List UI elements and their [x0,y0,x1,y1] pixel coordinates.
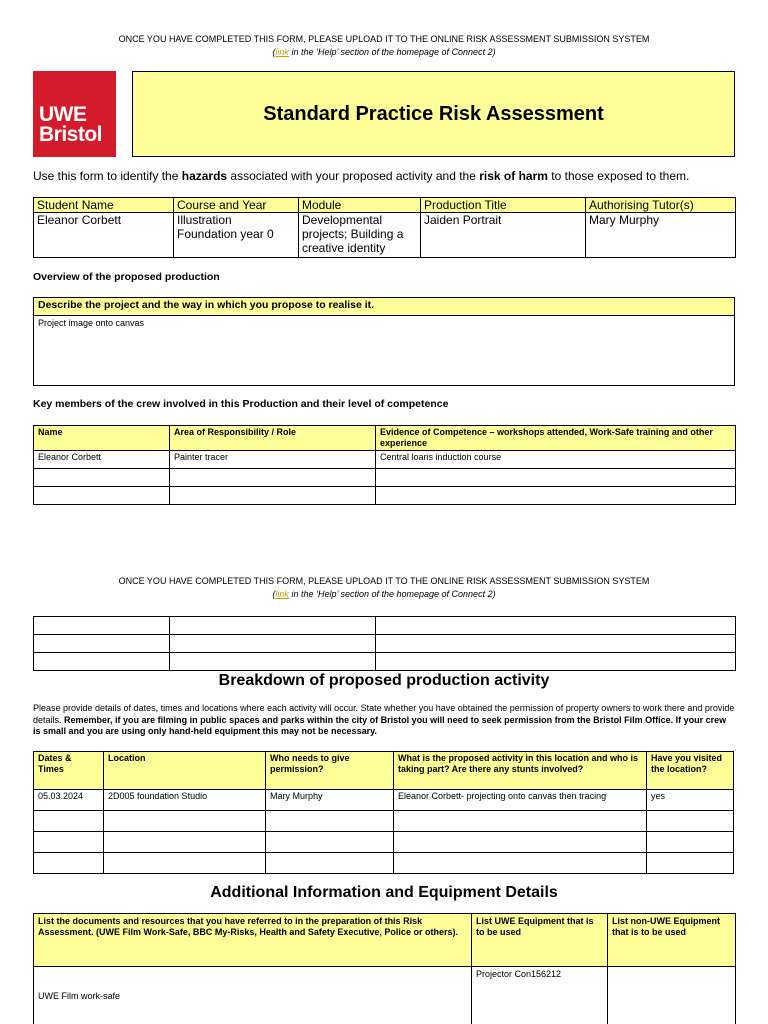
header-visited: Have you visited the location? [647,752,734,790]
logo-line1: UWE [39,103,87,126]
header-non-uwe-equipment: List non-UWE Equipment that is to be used [608,914,736,967]
permission-value[interactable]: Mary Murphy [266,790,394,811]
title-box [132,71,735,157]
help-text: in the ‘Help’ section of the homepage of Connect 2) [288,589,496,599]
logo-line2: Bristol [39,123,103,146]
non-uwe-equipment-value[interactable] [608,967,736,1024]
empty-cell[interactable] [647,811,734,832]
empty-cell[interactable] [376,469,736,487]
empty-cell[interactable] [34,853,104,874]
intro-t1: Use this form to identify the [33,169,182,183]
intro-t3: to those exposed to them. [547,169,690,183]
course-year-value[interactable]: Illustration Foundation year 0 [174,213,299,258]
empty-cell[interactable] [376,635,736,653]
empty-cell[interactable] [170,469,376,487]
table-row [34,811,734,832]
upload-notice [0,33,768,59]
empty-cell[interactable] [376,617,736,635]
crew-name-value[interactable]: Eleanor Corbett [34,451,170,469]
upload-notice-help [0,588,768,601]
empty-cell[interactable] [34,617,170,635]
intro-t2: associated with your proposed activity and the [227,169,480,183]
breakdown-heading: Breakdown of proposed production activity [218,672,550,689]
empty-cell[interactable] [34,487,170,505]
empty-cell[interactable] [170,617,376,635]
header-documents: List the documents and resources that you have referred to in the preparation of this Risk Assessment. (UWE Film Work-Safe, BBC My-Risks, Health and Safety Executive, Police or others). [34,914,472,967]
empty-cell[interactable] [34,469,170,487]
header-permission: Who needs to give permission? [266,752,394,790]
table-row [34,790,734,811]
empty-cell[interactable] [34,832,104,853]
intro-risk: risk of harm [479,169,548,183]
additional-info-table [33,913,736,1024]
empty-cell[interactable] [394,853,647,874]
help-text: in the ‘Help’ section of the homepage of Connect 2) [288,47,496,57]
header-production-title: Production Title [421,198,586,213]
help-link[interactable]: link [275,589,289,599]
header-crew-role: Area of Responsibility / Role [170,426,376,451]
project-description-value[interactable]: Project image onto canvas [34,316,735,386]
page-title: Standard Practice Risk Assessment [263,102,604,125]
production-title-value[interactable]: Jaiden Portrait [421,213,586,258]
authorising-tutor-value[interactable]: Mary Murphy [586,213,736,258]
crew-table [33,425,736,505]
empty-cell[interactable] [34,811,104,832]
table-row [34,617,736,635]
upload-notice-help [0,46,768,59]
header-dates-times: Dates & Times [34,752,104,790]
module-value[interactable]: Developmental projects; Building a creative identity [299,213,421,258]
header-activity: What is the proposed activity in this location and who is taking part? Are there any stunts involved? [394,752,647,790]
additional-heading: Additional Information and Equipment Details [210,884,558,901]
empty-cell[interactable] [34,653,170,671]
header-authorising-tutor: Authorising Tutor(s) [586,198,736,213]
student-name-value[interactable]: Eleanor Corbett [34,213,174,258]
header-location: Location [104,752,266,790]
empty-cell[interactable] [104,853,266,874]
table-row [34,469,736,487]
empty-cell[interactable] [266,853,394,874]
crew-role-value[interactable]: Painter tracer [170,451,376,469]
table-row [34,635,736,653]
empty-cell[interactable] [266,811,394,832]
uwe-equipment-value[interactable]: Projector Con156212 [472,967,608,1024]
header-uwe-equipment: List UWE Equipment that is to be used [472,914,608,967]
breakdown-table [33,751,734,874]
empty-cell[interactable] [394,811,647,832]
project-description-header: Describe the project and the way in which you propose to realise it. [34,298,735,316]
intro-hazards: hazards [181,169,228,183]
open-paren: ( [272,589,276,599]
header-crew-name: Name [34,426,170,451]
crew-competence-value[interactable]: Central loans induction course [376,451,736,469]
table-row [34,487,736,505]
student-info-table [33,197,736,258]
table-row [34,653,736,671]
empty-cell[interactable] [376,653,736,671]
empty-cell[interactable] [647,853,734,874]
empty-cell[interactable] [34,635,170,653]
header-module: Module [299,198,421,213]
empty-cell[interactable] [647,832,734,853]
empty-cell[interactable] [266,832,394,853]
intro-text [33,169,689,183]
crew-label: Key members of the crew involved in this Production and their level of competence [33,398,449,410]
empty-cell[interactable] [170,653,376,671]
breakdown-instructions-normal: Please provide details of dates, times and locations where each activity will occur. State whether you have obtained the permission of property owners to work there and provide details. [33,703,735,725]
empty-cell[interactable] [104,811,266,832]
header-crew-competence: Evidence of Competence – workshops attended, Work-Safe training and other experience [376,426,736,451]
visited-value[interactable]: yes [647,790,734,811]
breakdown-instructions [33,703,735,738]
empty-cell[interactable] [170,487,376,505]
upload-notice-line: ONCE YOU HAVE COMPLETED THIS FORM, PLEASE UPLOAD IT TO THE ONLINE RISK ASSESSMENT SUBMISSION SYSTEM [118,576,650,586]
empty-cell[interactable] [104,832,266,853]
uwe-bristol-logo [33,71,116,157]
crew-table-continued [33,616,736,671]
empty-cell[interactable] [170,635,376,653]
table-row [34,451,736,469]
breakdown-instructions-bold: Remember, if you are filming in public spaces and parks within the city of Bristol you will need to seek permission from the Bristol Film Office. If your crew is small and you are using only hand-held equipment this may not be necessary. [33,714,727,736]
empty-cell[interactable] [376,487,736,505]
header-student-name: Student Name [34,198,174,213]
activity-value[interactable]: Eleanor Corbett- projecting onto canvas then tracing [394,790,647,811]
upload-notice-page2 [0,575,768,601]
location-value[interactable]: 2D005 foundation Studio [104,790,266,811]
open-paren: ( [272,47,276,57]
help-link[interactable]: link [275,47,289,57]
table-row [34,853,734,874]
upload-notice-line: ONCE YOU HAVE COMPLETED THIS FORM, PLEASE UPLOAD IT TO THE ONLINE RISK ASSESSMENT SUBMISSION SYSTEM [118,34,650,44]
empty-cell[interactable] [394,832,647,853]
table-row [34,967,736,1024]
documents-value[interactable]: UWE Film work-safe [34,967,472,1024]
header-course-year: Course and Year [174,198,299,213]
project-description-table [33,297,735,386]
date-value[interactable]: 05.03.2024 [34,790,104,811]
overview-label: Overview of the proposed production [33,271,220,283]
table-row [34,832,734,853]
